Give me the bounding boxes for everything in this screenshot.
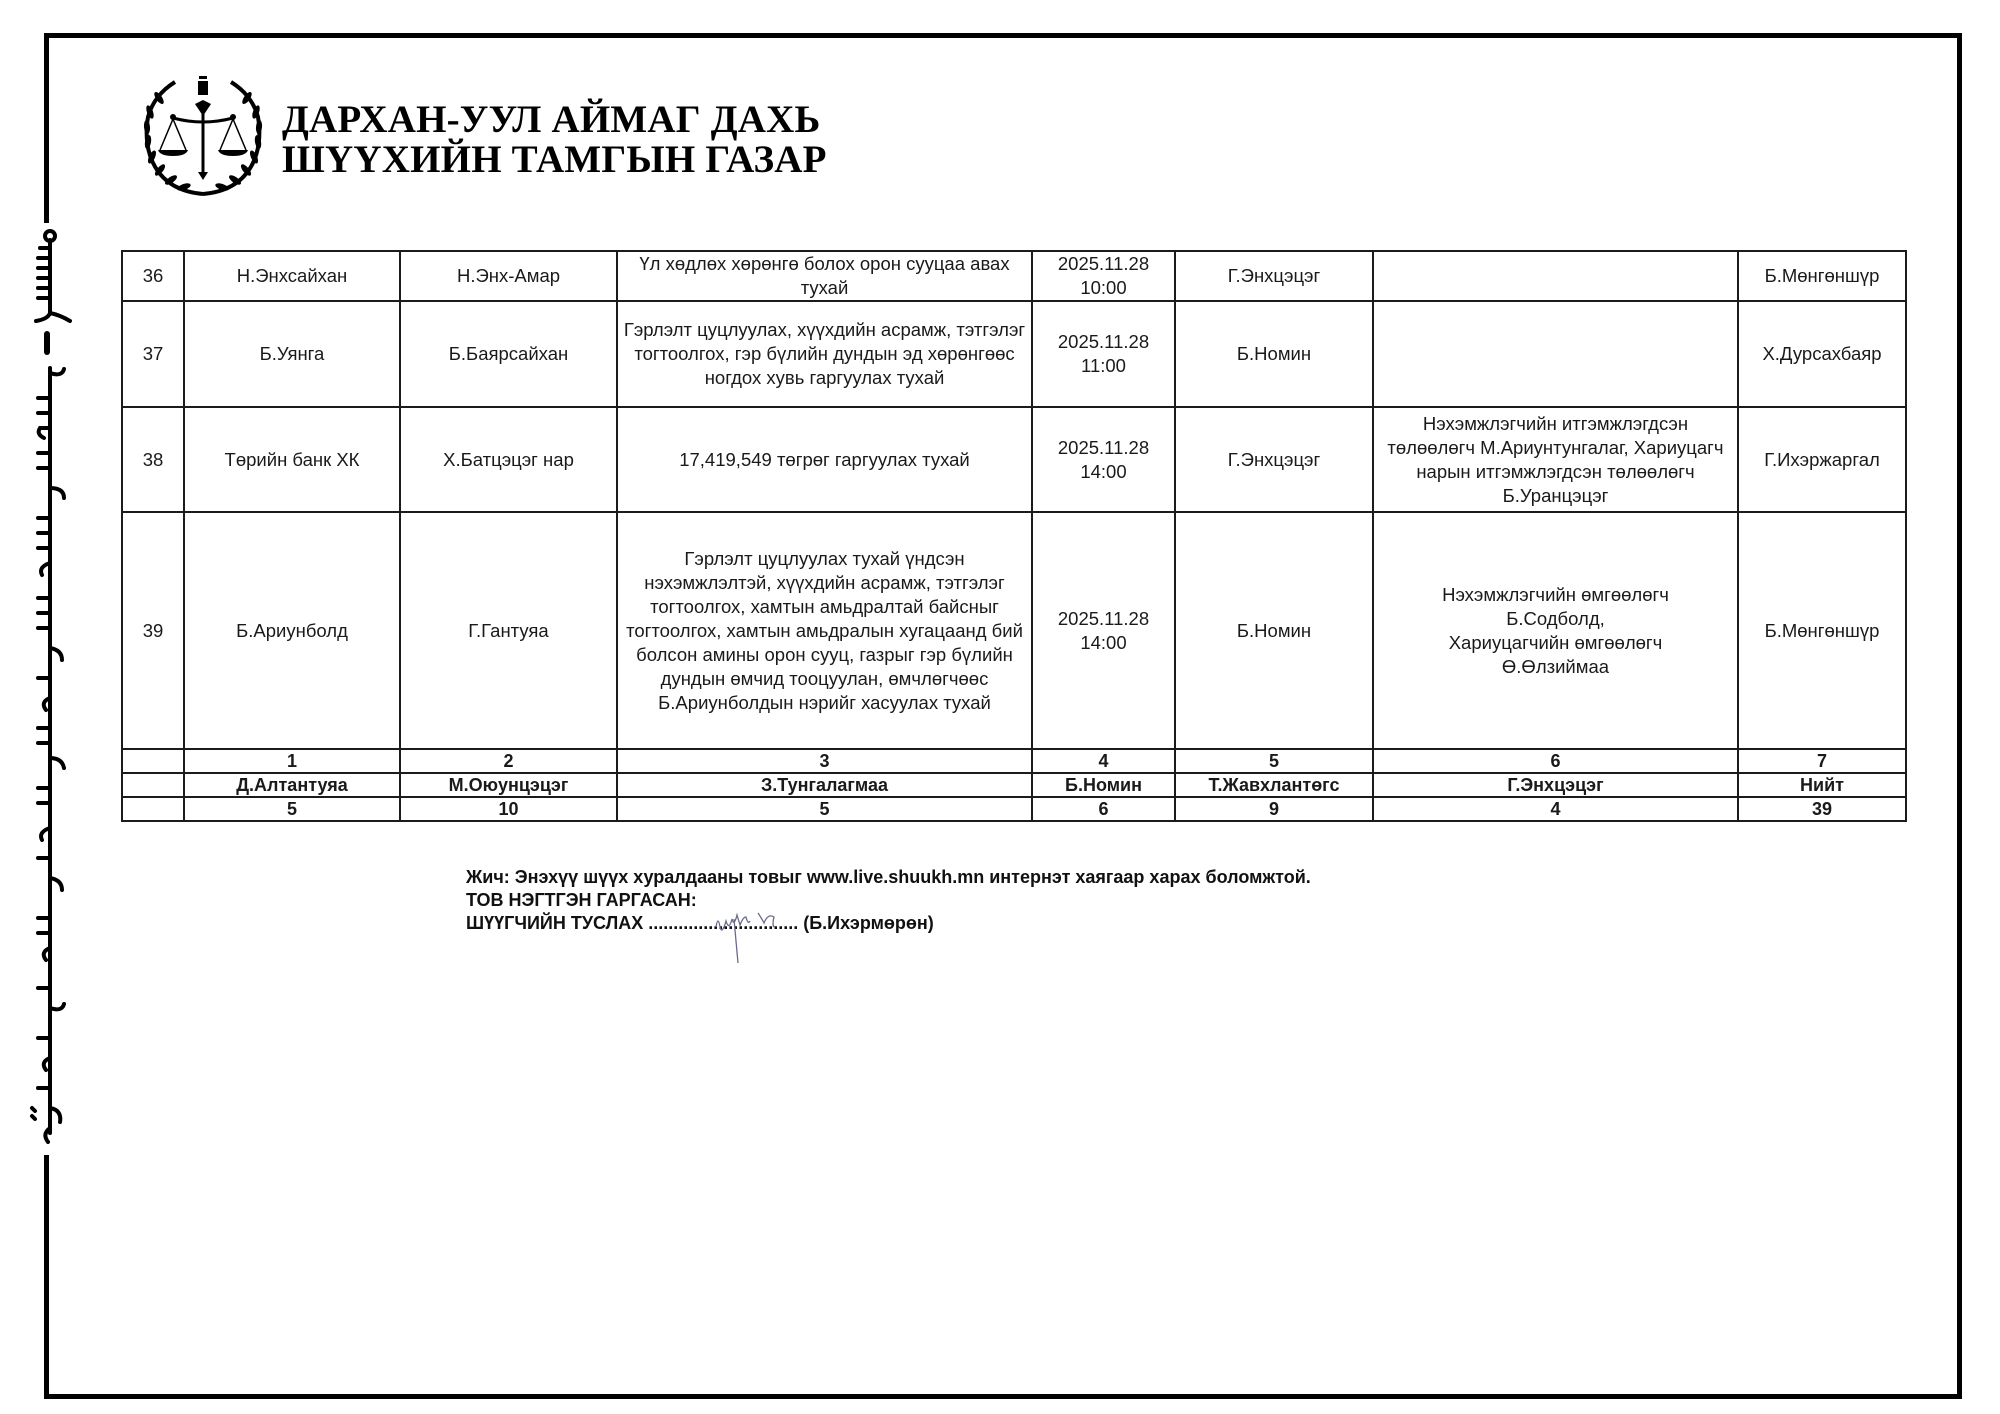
summary-judge: Б.Номин bbox=[1032, 773, 1175, 797]
case-number: 36 bbox=[122, 251, 184, 301]
hearing-schedule-table bbox=[121, 250, 1907, 822]
organization-title-line2: ШҮҮХИЙН ТАМГЫН ГАЗАР bbox=[282, 138, 827, 181]
summary-blank bbox=[122, 797, 184, 821]
summary-number: 5 bbox=[1175, 749, 1373, 773]
case-number: 39 bbox=[122, 512, 184, 749]
secretary: Б.Мөнгөншүр bbox=[1738, 512, 1906, 749]
plaintiff: Б.Уянга bbox=[184, 301, 400, 407]
secretary: Х.Дурсахбаяр bbox=[1738, 301, 1906, 407]
case-number: 37 bbox=[122, 301, 184, 407]
handwritten-signature-icon bbox=[712, 905, 802, 965]
summary-count: 5 bbox=[617, 797, 1032, 821]
participants bbox=[1373, 301, 1738, 407]
summary-count: 4 bbox=[1373, 797, 1738, 821]
compiled-by-label: ТОВ НЭГТГЭН ГАРГАСАН: bbox=[466, 890, 697, 910]
judge: Б.Номин bbox=[1175, 301, 1373, 407]
summary-blank bbox=[122, 773, 184, 797]
participants: Нэхэмжлэгчийн итгэмжлэгдсэн төлөөлөгч М.Ариунтунгалаг, Хариуцагч нарын итгэмжлэгдсэн төлөөлөгч Б.Уранцэцэг bbox=[1373, 407, 1738, 512]
footer-notes bbox=[466, 866, 1311, 935]
summary-row-counts bbox=[122, 797, 1906, 821]
summary-total-count: 39 bbox=[1738, 797, 1906, 821]
summary-count: 10 bbox=[400, 797, 617, 821]
summary-blank bbox=[122, 749, 184, 773]
claim: 17,419,549 төгрөг гаргуулах тухай bbox=[617, 407, 1032, 512]
organization-title-line1: ДАРХАН-УУЛ АЙМАГ ДАХЬ bbox=[282, 98, 821, 141]
page-border-bottom bbox=[44, 1394, 1962, 1399]
vertical-mongolian-script-icon bbox=[22, 228, 74, 1148]
claim: Үл хөдлөх хөрөнгө болох орон сууцаа авах тухай bbox=[617, 251, 1032, 301]
summary-judge: Г.Энхцэцэг bbox=[1373, 773, 1738, 797]
participants: Нэхэмжлэгчийн өмгөөлөгч Б.Содболд, Хариуцагчийн өмгөөлөгч Ө.Өлзиймаа bbox=[1373, 512, 1738, 749]
court-emblem-scales-icon bbox=[140, 72, 266, 202]
summary-number: 3 bbox=[617, 749, 1032, 773]
page-border-right bbox=[1957, 33, 1962, 1399]
summary-number: 6 bbox=[1373, 749, 1738, 773]
summary-row-judges bbox=[122, 773, 1906, 797]
summary-number: 7 bbox=[1738, 749, 1906, 773]
case-number: 38 bbox=[122, 407, 184, 512]
hearing-datetime: 2025.11.28 14:00 bbox=[1032, 512, 1175, 749]
plaintiff: Б.Ариунболд bbox=[184, 512, 400, 749]
hearing-datetime: 2025.11.28 11:00 bbox=[1032, 301, 1175, 407]
hearing-datetime: 2025.11.28 10:00 bbox=[1032, 251, 1175, 301]
page-border-left-upper bbox=[44, 33, 49, 223]
claim: Гэрлэлт цуцлуулах, хүүхдийн асрамж, тэтгэлэг тогтоолгох, гэр бүлийн дундын эд хөрөнгөөс ногдох хувь гаргуулах тухай bbox=[617, 301, 1032, 407]
defendant: Г.Гантуяа bbox=[400, 512, 617, 749]
organization-title bbox=[282, 100, 827, 180]
summary-count: 5 bbox=[184, 797, 400, 821]
table-row bbox=[122, 251, 1906, 301]
secretary: Б.Мөнгөншүр bbox=[1738, 251, 1906, 301]
table-row bbox=[122, 512, 1906, 749]
summary-number: 2 bbox=[400, 749, 617, 773]
summary-count: 6 bbox=[1032, 797, 1175, 821]
defendant: Х.Батцэцэг нар bbox=[400, 407, 617, 512]
page-border-top bbox=[44, 33, 1962, 38]
plaintiff: Төрийн банк ХК bbox=[184, 407, 400, 512]
defendant: Н.Энх-Амар bbox=[400, 251, 617, 301]
secretary: Г.Ихэржаргал bbox=[1738, 407, 1906, 512]
page-border-left-lower bbox=[44, 1155, 49, 1399]
summary-judge: Т.Жавхлантөгс bbox=[1175, 773, 1373, 797]
judge: Г.Энхцэцэг bbox=[1175, 407, 1373, 512]
summary-count: 9 bbox=[1175, 797, 1373, 821]
summary-judge: З.Тунгалагмаа bbox=[617, 773, 1032, 797]
participants bbox=[1373, 251, 1738, 301]
hearing-datetime: 2025.11.28 14:00 bbox=[1032, 407, 1175, 512]
defendant: Б.Баярсайхан bbox=[400, 301, 617, 407]
note-text: Жич: Энэхүү шүүх хуралдааны товыг www.live.shuukh.mn интернэт хаягаар харах боломжтой. bbox=[466, 867, 1311, 887]
signature-line: ШҮҮГЧИЙН ТУСЛАХ .............................. (Б.Ихэрмөрөн) bbox=[466, 913, 934, 933]
summary-judge: М.Оюунцэцэг bbox=[400, 773, 617, 797]
summary-judge: Д.Алтантуяа bbox=[184, 773, 400, 797]
plaintiff: Н.Энхсайхан bbox=[184, 251, 400, 301]
table-row bbox=[122, 301, 1906, 407]
claim: Гэрлэлт цуцлуулах тухай үндсэн нэхэмжлэлтэй, хүүхдийн асрамж, тэтгэлэг тогтоолгох, хамтын амьдралтай байсныг тогтоолгох, хамтын амьдралын хугацаанд бий болсон амины орон сууц, газрыг гэр бүлийн дундын өмчид тооцуулан, өмчлөгчөөс Б.Ариунболдын нэрийг хасуулах тухай bbox=[617, 512, 1032, 749]
summary-total-label: Нийт bbox=[1738, 773, 1906, 797]
judge: Г.Энхцэцэг bbox=[1175, 251, 1373, 301]
summary-number: 1 bbox=[184, 749, 400, 773]
summary-number: 4 bbox=[1032, 749, 1175, 773]
summary-row-numbers bbox=[122, 749, 1906, 773]
judge: Б.Номин bbox=[1175, 512, 1373, 749]
table-row bbox=[122, 407, 1906, 512]
